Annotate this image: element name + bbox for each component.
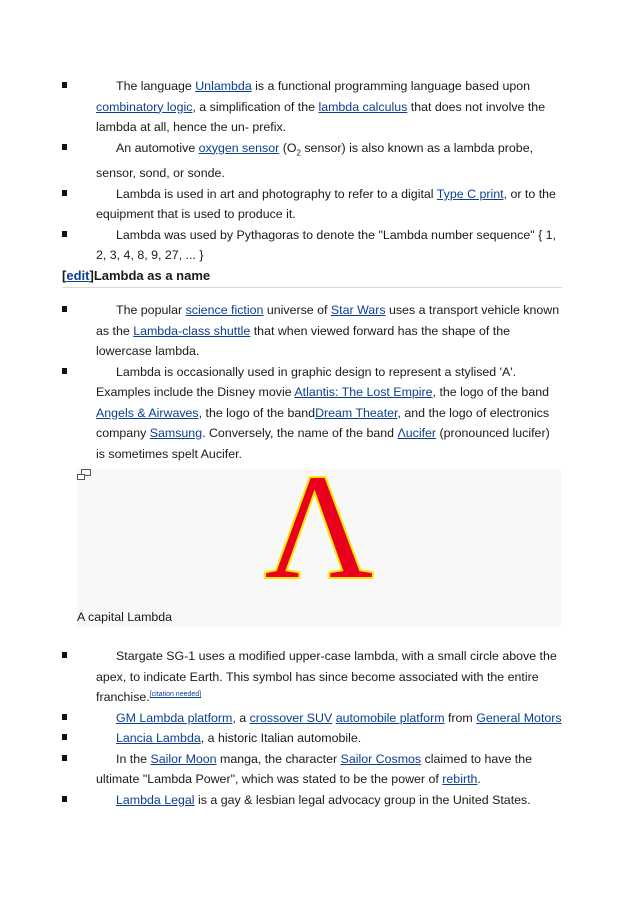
bullet-icon	[62, 734, 67, 740]
article-link[interactable]: Sailor Cosmos	[340, 751, 422, 766]
edit-bracket-open: [	[62, 268, 67, 283]
article-link[interactable]: automobile platform	[335, 710, 445, 725]
lambda-figure	[77, 469, 561, 627]
item-text: (O	[279, 140, 297, 155]
item-text: The popular	[116, 303, 186, 317]
item-text: , or to the equipment that is used to produce it.	[96, 186, 556, 222]
article-link[interactable]: Type C print	[436, 186, 504, 201]
item-text: is a functional programming language based upon	[251, 79, 531, 93]
list-item	[62, 184, 562, 225]
item-text: from	[444, 710, 477, 725]
article-link[interactable]: Dream Theater	[315, 405, 398, 420]
magnify-clip-icon[interactable]	[77, 469, 91, 481]
item-text: claimed to have the ultimate "Lambda Power", which was stated to be the power of	[96, 751, 533, 786]
list-item	[62, 225, 562, 266]
item-text: , and the logo of electronics company	[96, 405, 550, 440]
list-item	[62, 300, 562, 362]
item-text: Stargate SG-1 uses a modified upper-case lambda, with a small circle above the apex, to indicate Earth. This symbol has since become associated with the entire franchise.	[96, 649, 557, 704]
article-link[interactable]: lambda calculus	[318, 99, 408, 114]
subscript: 2	[296, 147, 301, 157]
article-link[interactable]: Sailor Moon	[150, 751, 217, 766]
bullet-icon	[62, 755, 67, 761]
item-text: , the logo of the band	[432, 385, 549, 399]
other-uses-list	[62, 646, 562, 810]
item-text: The language	[116, 79, 196, 93]
item-text: that does not involve the lambda at all, hence the un- prefix.	[96, 99, 546, 134]
item-text: (pronounced lucifer) is sometimes spelt Aucifer.	[96, 426, 550, 461]
bullet-icon	[62, 190, 67, 196]
article-link[interactable]: Atlantis: The Lost Empire	[294, 385, 433, 399]
article-link[interactable]: Lambda Legal	[116, 792, 195, 807]
list-item	[62, 708, 562, 729]
item-text: sensor) is also known as a lambda probe, sensor, sond, or sonde.	[96, 140, 534, 181]
item-text: is a gay & lesbian legal advocacy group in the United States.	[194, 792, 531, 807]
list-item	[62, 728, 562, 749]
list-item	[62, 790, 562, 811]
article-link[interactable]: combinatory logic	[96, 99, 193, 114]
list-item	[62, 362, 562, 465]
article-link[interactable]: science fiction	[185, 303, 264, 317]
article-link[interactable]: GM Lambda platform	[116, 710, 233, 725]
article-link[interactable]: Unlambda	[195, 79, 252, 93]
citation-needed-link[interactable]: [citation needed]	[149, 690, 202, 698]
article-link[interactable]: oxygen sensor	[198, 140, 280, 155]
list-item	[62, 138, 562, 184]
section-title: Lambda as a name	[93, 268, 211, 283]
article-link[interactable]: Lancia Lambda	[116, 731, 201, 745]
article-link[interactable]: Λucifer	[397, 426, 437, 440]
lambda-glyph: Λ	[264, 469, 374, 599]
item-text: that when viewed forward has the shape of the lowercase lambda.	[96, 323, 510, 358]
item-text: Lambda was used by Pythagoras to denote the "Lambda number sequence" { 1, 2, 3, 4, 8, 9, 27, ... }	[96, 227, 557, 263]
item-text: universe of	[263, 303, 331, 317]
figure-caption: A capital Lambda	[77, 610, 173, 624]
bullet-icon	[62, 306, 67, 312]
item-text: . Conversely, the name of the band	[202, 426, 398, 440]
list-item	[62, 646, 562, 708]
item-text: , a simplification of the	[192, 99, 319, 114]
item-text: manga, the character	[216, 751, 341, 766]
item-text: , a historic Italian automobile.	[200, 731, 362, 745]
article-link[interactable]: crossover SUV	[249, 710, 333, 725]
capital-lambda-image[interactable]	[77, 469, 561, 599]
bullet-icon	[62, 368, 67, 374]
bullet-icon	[62, 714, 67, 720]
edit-bracket-close: ]	[89, 268, 94, 283]
bullet-icon	[62, 652, 67, 658]
item-text: uses a transport vehicle known as the	[96, 303, 560, 338]
item-text: Lambda is occasionally used in graphic design to represent a stylised 'A'. Examples include the Disney movie	[96, 364, 517, 399]
bullet-icon	[62, 231, 67, 237]
item-text: .	[477, 772, 481, 786]
article-link[interactable]: Angels & Airwaves	[96, 405, 199, 420]
item-text: Lambda is used in art and photography to refer to a digital	[116, 186, 437, 201]
section-heading	[62, 267, 562, 288]
article-link[interactable]: Samsung	[149, 426, 203, 440]
bullet-icon	[62, 796, 67, 802]
uses-list	[62, 76, 562, 266]
item-text: , a	[232, 710, 250, 725]
edit-section-link[interactable]: edit	[66, 268, 90, 283]
bullet-icon	[62, 82, 67, 88]
list-item	[62, 749, 562, 790]
item-text: An automotive	[116, 140, 199, 155]
item-text: In the	[116, 751, 151, 766]
name-uses-list	[62, 300, 562, 464]
item-text: , the logo of the band	[198, 405, 316, 420]
article-link[interactable]: Star Wars	[330, 303, 386, 317]
bullet-icon	[62, 144, 67, 150]
article-link[interactable]: Lambda-class shuttle	[133, 323, 251, 338]
article-link[interactable]: rebirth	[442, 772, 478, 786]
article-link[interactable]: General Motors	[476, 710, 562, 725]
list-item	[62, 76, 562, 138]
